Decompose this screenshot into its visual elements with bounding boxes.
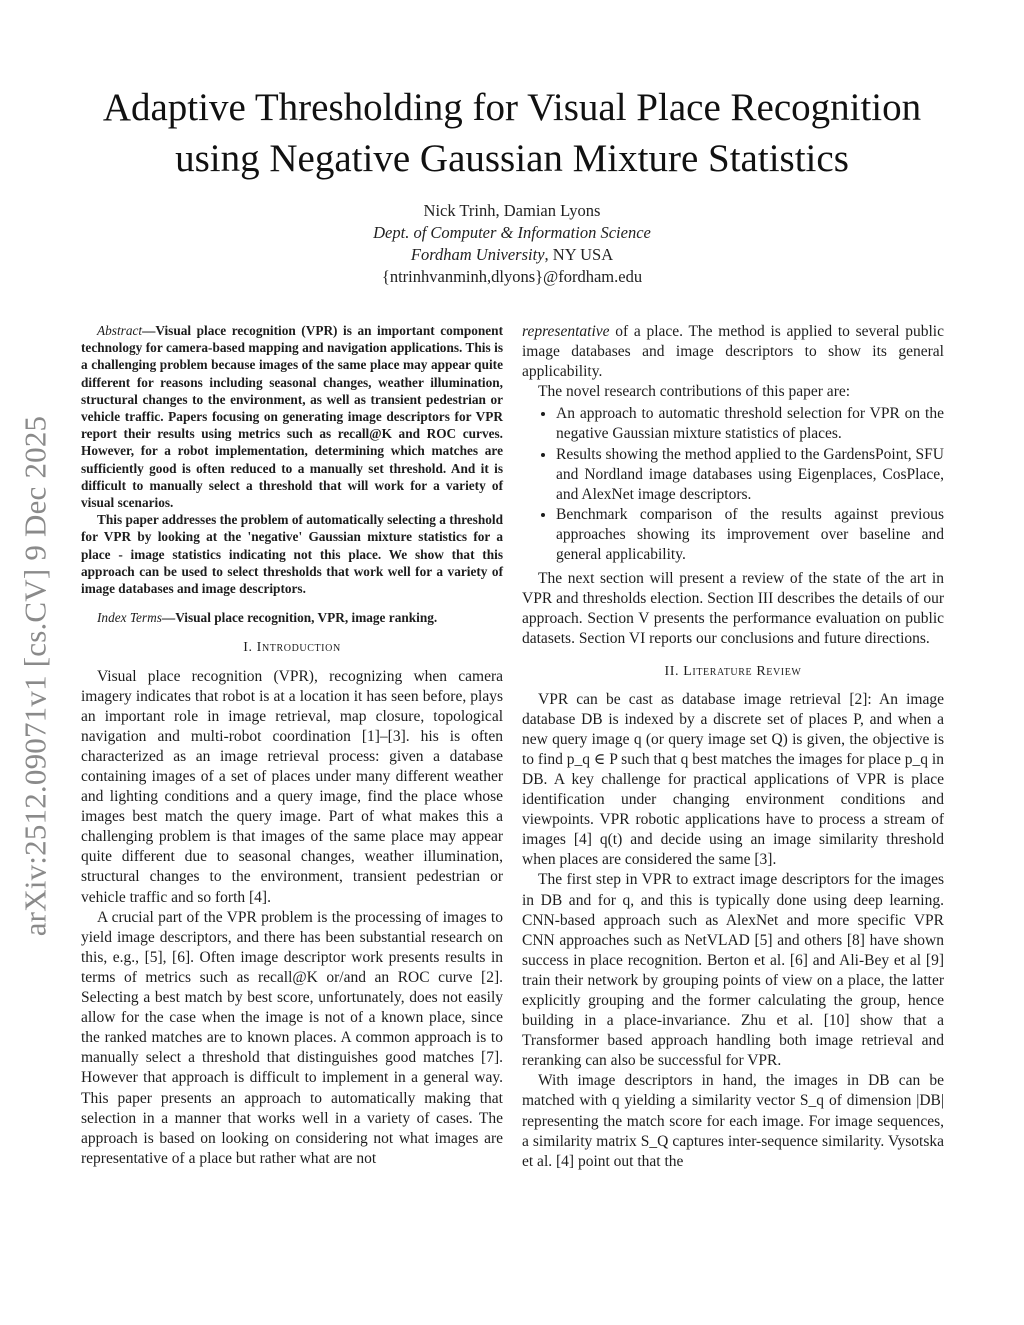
section-heading-literature-review: II. Literature Review	[664, 663, 802, 679]
abstract-label: Abstract	[97, 323, 143, 338]
index-terms-text: —Visual place recognition, VPR, image ranking.	[161, 610, 438, 626]
cont-italic: representative	[522, 323, 610, 340]
index-terms	[81, 609, 503, 626]
abstract-paragraph-2: This paper addresses the problem of automatically selecting a threshold for VPR by looking at the 'negative' Gaussian mixture statistics for a place - image statistics indicating not this place. We show that this approach can be used to select thresholds that work well for a variety of image databases and image descriptors.	[81, 512, 503, 597]
arxiv-side-stamp	[12, 378, 58, 973]
right-column	[522, 322, 944, 1172]
cont-rest: of a place. The method is applied to several public image databases and image descriptors to show its general applicability.	[522, 323, 944, 381]
intro-paragraph-1: Visual place recognition (VPR), recognizing when camera imagery indicates that robot is at a location it has seen before, plays an important role in image retrieval, map closure, topological navigation and multi-robot coordination [1]–[3]. his is often characterized as an image retrieval process: given a database containing images of a set of places under many different weather and lighting conditions and a query image, find the place whose images best match the query image. Part of what makes this a challenging problem is that images of the same place may appear quite different due to seasonal changes, weather illumination, structural changes to the environment, transient pedestrian or vehicle traffic and so forth [4].	[81, 667, 503, 906]
university: Fordham University	[410, 245, 545, 264]
left-column	[81, 322, 503, 1169]
author-names: Nick Trinh, Damian Lyons	[423, 201, 601, 220]
intro-continuation	[522, 322, 944, 382]
abstract-paragraph-1	[81, 322, 503, 511]
lit-paragraph-3: With image descriptors in hand, the images in DB can be matched with q yielding a similarity vector S_q of dimension |DB| representing the match score for each image. For image sequences, a similarity matrix S_Q captures inter-sequence similarity. Vysotska et al. [4] point out that the	[522, 1072, 944, 1170]
contribution-item: • Benchmark comparison of the results against previous approaches showing its improvement over baseline and general applicability.	[556, 505, 944, 565]
department: Dept. of Computer & Information Science	[373, 223, 651, 242]
title-line-1: Adaptive Thresholding for Visual Place Recognition	[102, 86, 922, 129]
location: , NY USA	[544, 245, 614, 264]
contribution-item: • An approach to automatic threshold selection for VPR on the negative Gaussian mixture statistics of places.	[556, 404, 944, 444]
section-heading-introduction: I. Introduction	[243, 640, 341, 656]
lit-paragraph-2: The first step in VPR to extract image descriptors for the images in DB and for q, and this is typically done using deep learning. CNN-based approach such as AlexNet and more specific VPR CNN approaches such as NetVLAD [5] and others [8] have shown success in place recognition. Berton et al. [6] and Ali-Bey et al [9] train their network by grouping points of view on a place, the latter explicitly grouping and the former calculating the group, hence building in a place-invariance. Zhu et al. [10] show that a Transformer based approach handling both image retrieval and reranking can also be successful for VPR.	[522, 871, 944, 1070]
abstract-p1-text: —Visual place recognition (VPR) is an important component technology for camera-based mapping and navigation applications. This is a challenging problem because images of the same place may appear quite different for reasons including seasonal changes, weather illumination, structural changes to the environment, as well as transient pedestrian or vehicle traffic. Papers focusing on generating image descriptors for VPR report their results using metrics such as recall@K and ROC curves. However, for a robot implementation, determining which matches are sufficiently good is often reduced to a manually set threshold. And it is difficult to manually select a threshold that will work for a variety of visual scenarios.	[81, 323, 503, 511]
index-terms-label: Index Terms	[97, 610, 162, 626]
title-line-2: using Negative Gaussian Mixture Statistics	[175, 137, 849, 180]
arxiv-id-text: arXiv:2512.09071v1 [cs.CV] 9 Dec 2025	[17, 415, 53, 936]
contributions-list	[522, 404, 944, 565]
next-section-paragraph: The next section will present a review of the state of the art in VPR and thresholds election. Section III describes the details of our approach. Section V presents the performance evaluation on public datasets. Section VI reports our conclusions and future directions.	[522, 570, 944, 648]
contribution-item: • Results showing the method applied to the GardensPoint, SFU and Nordland image databases using Eigenplaces, CosPlace, and AlexNet image descriptors.	[556, 445, 944, 505]
abstract	[81, 322, 503, 597]
contributions-intro: The novel research contributions of this paper are:	[538, 383, 851, 401]
affiliation	[250, 244, 774, 266]
paper-title	[60, 82, 964, 184]
author-block	[250, 200, 774, 288]
email: {ntrinhvanminh,dlyons}@fordham.edu	[381, 267, 643, 286]
lit-paragraph-1: VPR can be cast as database image retrieval [2]: An image database DB is indexed by a discrete set of places P, and when a new query image q (or query image set Q) is given, the objective is to find p_q ∈ P such that q best matches the images for place p_q in DB. A key challenge for practical applications of VPR is place identification under changing environment conditions and viewpoints. VPR robotic applications have to process a stream of images [4] q(t) and decide using an image similarity threshold when places are considered the same [3].	[522, 690, 944, 869]
intro-paragraph-2: A crucial part of the VPR problem is the processing of images to yield image descriptors, and there has been substantial research on this, e.g., [5], [6]. Often image descriptor work presents results in terms of metrics such as recall@K or/and an ROC curve [2]. Selecting a best match by best score, unfortunately, does not easily allow for the case when the image is not of a known place, since the ranked matches are to known places. A common approach is to manually select a threshold that distinguishes good matches [7]. However that approach is difficult to implement in a general way. This paper presents an approach to automatically making that selection in a manner that works well in a variety of cases. The approach is based on looking on considering not what images are representative of a place but rather what are not	[81, 908, 503, 1167]
